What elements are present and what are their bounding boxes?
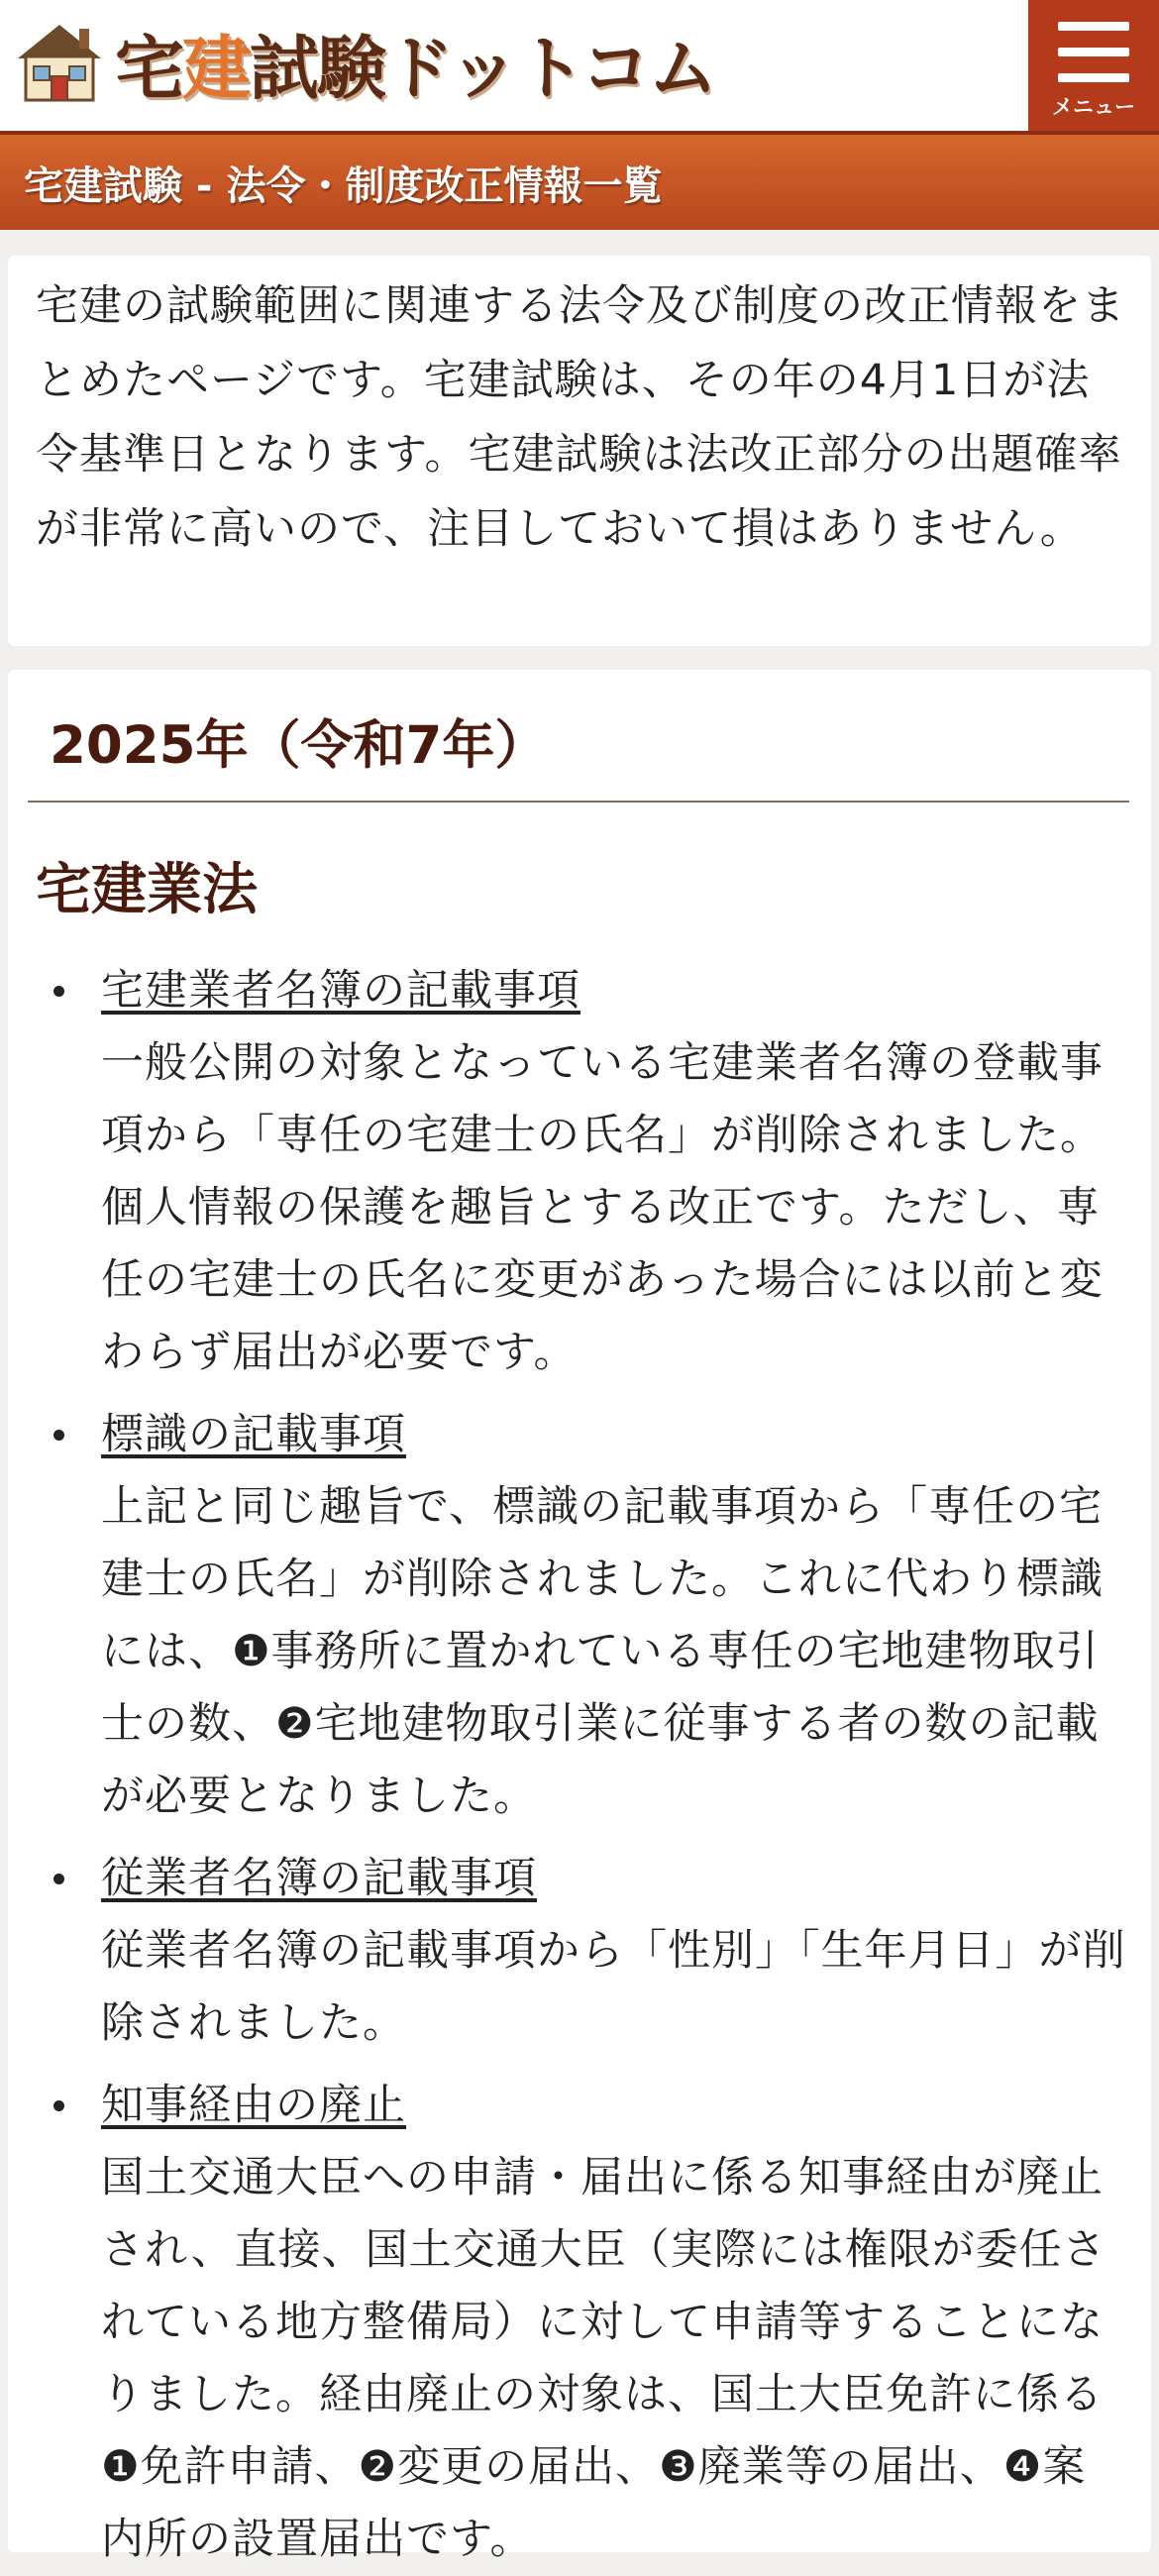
item-description: 一般公開の対象となっている宅建業者名簿の登載事項から「専任の宅建士の氏名」が削除されました。個人情報の保護を趣旨とする改正です。ただし、専任の宅建士の氏名に変更があった場合には以前と変わらず届出が必要です。 [101, 1038, 1104, 1377]
item-link-meibo[interactable]: 宅建業者名簿の記載事項 [101, 966, 580, 1016]
site-header [0, 0, 1159, 131]
item-description: 上記と同じ趣旨で、標識の記載事項から「専任の宅建士の氏名」が削除されました。これに代わり標識には、❶事務所に置かれている専任の宅地建物取引士の数、❷宅地建物取引業に従事する者の数の記載が必要となりました。 [101, 1482, 1104, 1821]
year-heading: 2025年（令和7年） [28, 684, 1129, 803]
list-item [101, 2070, 1129, 2576]
list-item [101, 1399, 1129, 1833]
menu-button[interactable] [1028, 0, 1159, 131]
logo-text: 宅建試験ドットコム [115, 27, 716, 109]
item-description: 国土交通大臣への申請・届出に係る知事経由が廃止され、直接、国土交通大臣（実際には権限が委任されている地方整備局）に対して申請等することになりました。経由廃止の対象は、国土大臣免許に係る❶免許申請、❷変更の届出、❸廃業等の届出、❹案内所の設置届出です。 [101, 2153, 1106, 2564]
revision-list [28, 955, 1129, 2576]
house-icon [14, 21, 105, 104]
list-item [101, 1843, 1129, 2060]
bullet-icon [53, 2100, 64, 2111]
item-link-chiji-keiyu[interactable]: 知事経由の廃止 [101, 2081, 406, 2130]
page-title-bar [0, 131, 1159, 230]
item-link-hyoshiki[interactable]: 標識の記載事項 [101, 1410, 406, 1459]
intro-card [8, 256, 1151, 646]
page-title: 宅建試験 - 法令・制度改正情報一覧 [24, 163, 663, 209]
section-heading: 宅建業法 [36, 858, 258, 922]
site-logo[interactable] [14, 18, 715, 107]
list-item [101, 955, 1129, 1389]
item-description: 従業者名簿の記載事項から「性別」「生年月日」が削除されました。 [101, 1926, 1126, 2048]
bullet-icon [53, 1430, 64, 1441]
item-link-jugyosha[interactable]: 従業者名簿の記載事項 [101, 1854, 537, 1903]
main-content-card [8, 670, 1151, 2564]
bullet-icon [53, 986, 64, 997]
intro-text: 宅建の試験範囲に関連する法令及び制度の改正情報をまとめたページです。宅建試験は、その年の4月1日が法令基準日となります。宅建試験は法改正部分の出題確率が非常に高いので、注目しておいて損はありません。 [36, 281, 1125, 554]
menu-label: メニュー [1052, 95, 1135, 119]
bullet-icon [53, 1874, 64, 1884]
